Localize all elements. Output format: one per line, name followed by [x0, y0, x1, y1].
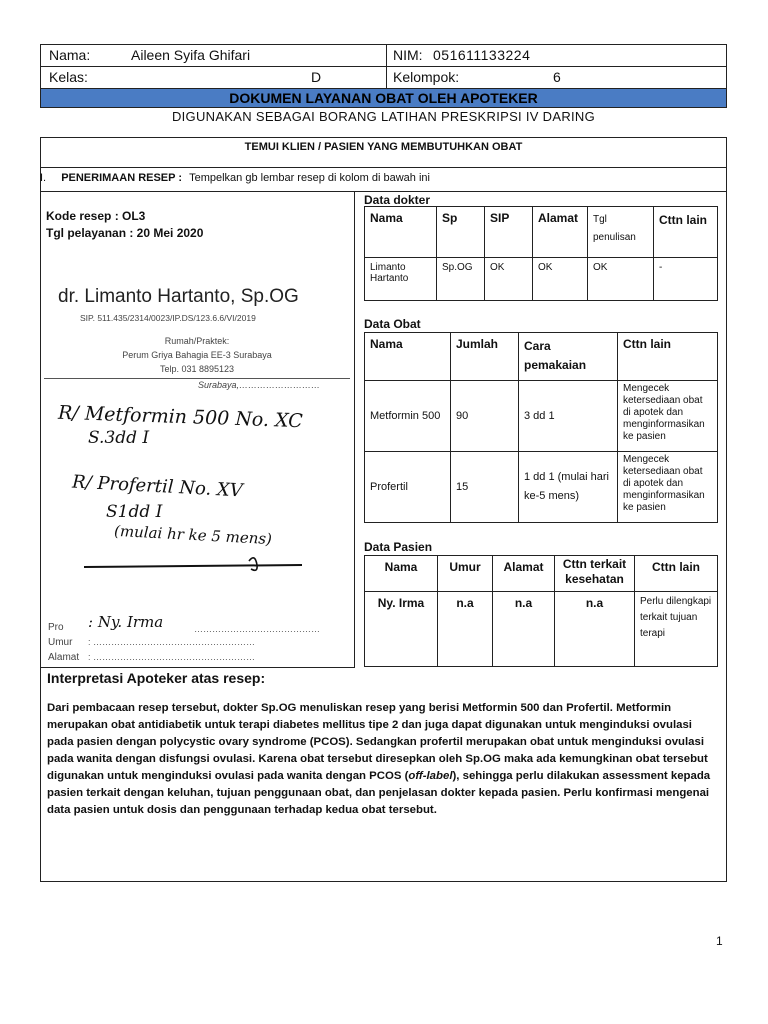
- interpretasi-text-3: Perlu konfirmasi mengenai data pasien untuk dosis dan penggunaan terhadap kedua obat tersebut.: [47, 787, 710, 816]
- pasien-cell-cttn-lain: Perlu dilengkapi terkait tujuan terapi: [635, 592, 718, 667]
- kelas-cell: [40, 66, 387, 89]
- obat-cell-nama: Profertil: [365, 452, 451, 523]
- obat-cell-cara: 1 dd 1 (mulai hari ke-5 mens): [519, 452, 618, 523]
- pasien-cell-alamat: n.a: [493, 592, 555, 667]
- dokter-cell-tgl: OK: [588, 258, 654, 301]
- obat-cell-cttn: Mengecek ketersediaan obat di apotek dan menginformasikan ke pasien: [618, 452, 718, 523]
- rx2-line3: (mulai hr ke 5 mens): [113, 521, 273, 549]
- pro-value: : Ny. Irma: [88, 613, 164, 631]
- interpretasi-divider: [40, 667, 355, 668]
- prescription-paper: [44, 280, 350, 665]
- dokter-header-alamat: Alamat: [533, 207, 588, 258]
- rx2-line2: S1dd I: [106, 502, 163, 522]
- temui-heading: TEMUI KLIEN / PASIEN YANG MEMBUTUHKAN OBAT: [244, 141, 523, 153]
- doctor-name: dr. Limanto Hartanto, Sp.OG: [58, 286, 299, 307]
- interpretasi-text-2: ), sehingga perlu dilakukan assessment kepada pasien terkait dengan keluhan, tujuan penggunaan obat, dan penjelasan dokter kepada pasien.: [47, 770, 711, 799]
- obat-header-nama: Nama: [365, 333, 451, 381]
- pasien-cell-cttn-kesehatan: n.a: [555, 592, 635, 667]
- pasien-header-alamat: Alamat: [493, 556, 555, 592]
- praktek-alamat: Perum Griya Bahagia EE-3 Surabaya: [122, 350, 272, 360]
- interpretasi-text-1: Dari pembacaan resep tersebut, dokter Sp.OG menuliskan resep yang berisi Metformin 500 dan Profertil. Metformin merupakan obat antidiabetik untuk terapi diabetes mellitus tipe 2 dan juga dapat digunakan untuk menginduksi ovulasi pada pasien dengan polycystic ovary syndrome (PCOS). Sedangkan profertil merupakan obat untuk menginduksi ovulasi pada wanita dengan disfungsi ovulasi. Karena obat tersebut diresepkan oleh Sp.OG maka ada kemungkinan obat tersebut digunakan untuk menginduksi ovulasi pada wanita dengan PCOS (: [47, 702, 708, 782]
- pasien-header-cttn-lain: Cttn lain: [635, 556, 718, 592]
- nim-value: 051611133224: [433, 47, 531, 63]
- data-pasien-title: Data Pasien: [364, 540, 433, 554]
- dokter-cell-nama: Limanto Hartanto: [365, 258, 437, 301]
- penerimaan-number: I.: [40, 172, 47, 184]
- pasien-cell-umur: n.a: [438, 592, 493, 667]
- obat-header-cara: Cara pemakaian: [519, 333, 618, 381]
- page-number: 1: [716, 934, 723, 948]
- obat-cell-jumlah: 90: [451, 381, 519, 452]
- data-obat-title: Data Obat: [364, 317, 421, 331]
- data-pasien-table: [364, 555, 718, 667]
- dokter-cell-sip: OK: [485, 258, 533, 301]
- umur-label: Umur: [48, 637, 73, 648]
- alamat-dots: : ………………………………………………: [88, 652, 256, 662]
- dokter-cell-alamat: OK: [533, 258, 588, 301]
- penerimaan-label: PENERIMAAN RESEP :: [61, 172, 183, 184]
- alamat-label: Alamat: [48, 652, 80, 663]
- obat-cell-nama: Metformin 500: [365, 381, 451, 452]
- obat-cell-jumlah: 15: [451, 452, 519, 523]
- pasien-header-umur: Umur: [438, 556, 493, 592]
- temui-divider: [40, 167, 727, 168]
- data-dokter-title: Data dokter: [364, 193, 431, 207]
- interpretasi-title: Interpretasi Apoteker atas resep:: [47, 670, 266, 686]
- pro-dots: ……………………………………: [194, 624, 320, 634]
- pasien-header-nama: Nama: [365, 556, 438, 592]
- dokter-header-sip: SIP: [485, 207, 533, 258]
- kelompok-label: Kelompok:: [393, 69, 460, 85]
- signature-mark: [44, 545, 344, 585]
- rumah-praktek: Rumah/Praktek:: [164, 336, 230, 346]
- kelompok-cell: [386, 66, 727, 89]
- obat-header-cttn: Cttn lain: [618, 333, 718, 381]
- penerimaan-text: Tempelkan gb lembar resep di kolom di bawah ini: [189, 172, 430, 184]
- document-title-bar: [40, 88, 727, 108]
- nama-label: Nama:: [49, 47, 91, 63]
- dokter-header-cttn: Cttn lain: [654, 207, 718, 258]
- doctor-sip: SIP. 511.435/2314/0023/IP.DS/123.6.6/VI/2019: [80, 313, 256, 323]
- umur-dots: : ………………………………………………: [88, 637, 256, 647]
- data-obat-table: [364, 332, 718, 523]
- dokter-header-sp: Sp: [437, 207, 485, 258]
- pasien-cell-nama: Ny. Irma: [365, 592, 438, 667]
- nama-cell: [40, 44, 387, 67]
- interpretasi-body: [47, 700, 719, 819]
- document-subtitle: DIGUNAKAN SEBAGAI BORANG LATIHAN PRESKRIPSI IV DARING: [171, 109, 596, 124]
- nim-label: NIM:: [393, 47, 423, 63]
- dokter-cell-cttn: -: [654, 258, 718, 301]
- kelas-value: D: [311, 69, 322, 85]
- nama-value: Aileen Syifa Ghifari: [131, 47, 251, 63]
- resep-column-divider: [354, 191, 355, 667]
- obat-cell-cttn: Mengecek ketersediaan obat di apotek dan menginformasikan ke pasien: [618, 381, 718, 452]
- penerimaan-divider: [40, 191, 727, 192]
- rx2-line1: R/ Profertil No. XV: [71, 471, 244, 502]
- header-rule: [44, 378, 350, 379]
- penerimaan-row: [40, 172, 430, 184]
- kode-resep: Kode resep : OL3: [46, 209, 146, 223]
- interpretasi-off-label: off-label: [408, 770, 453, 782]
- obat-cell-cara: 3 dd 1: [519, 381, 618, 452]
- pro-label: Pro: [48, 622, 64, 633]
- tgl-pelayanan: Tgl pelayanan : 20 Mei 2020: [46, 226, 204, 240]
- pasien-header-cttn-kesehatan: Cttn terkait kesehatan: [555, 556, 635, 592]
- document-title: DOKUMEN LAYANAN OBAT OLEH APOTEKER: [229, 90, 538, 106]
- praktek-telp: Telp. 031 8895123: [159, 364, 235, 374]
- kelas-label: Kelas:: [49, 69, 88, 85]
- obat-header-jumlah: Jumlah: [451, 333, 519, 381]
- dokter-cell-sp: Sp.OG: [437, 258, 485, 301]
- data-dokter-table: [364, 206, 718, 301]
- dokter-header-tgl: Tgl penulisan: [588, 207, 654, 258]
- rx1-line2: S.3dd I: [88, 428, 150, 448]
- rx1-line1: R/ Metformin 500 No. XC: [57, 401, 304, 433]
- nim-cell: [386, 44, 727, 67]
- dokter-header-nama: Nama: [365, 207, 437, 258]
- surabaya-date: Surabaya,………………………: [198, 380, 321, 390]
- kelompok-value: 6: [553, 69, 561, 85]
